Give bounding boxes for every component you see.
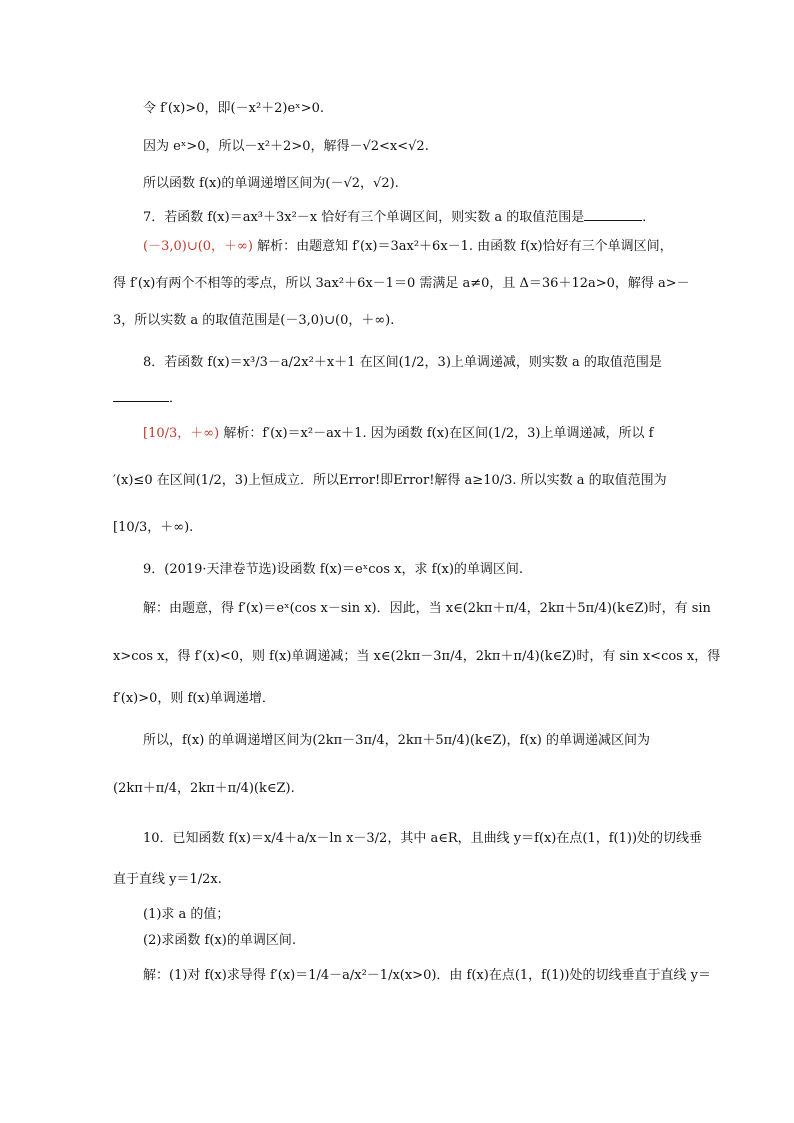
answer-7-result: (－3,0)∪(0，＋∞) bbox=[143, 239, 253, 254]
text-line: 得 f′(x)有两个不相等的零点，所以 3ax²＋6x－1＝0 需满足 a≠0，且 Δ＝36＋12a>0，解得 a>－ bbox=[113, 276, 690, 291]
question-8-end: ． bbox=[169, 391, 183, 406]
answer-8-result: [10/3，＋∞) bbox=[143, 426, 220, 441]
text-line: f′(x)>0，则 f(x)单调递增． bbox=[113, 691, 275, 706]
answer-8-line bbox=[143, 425, 653, 443]
question-8-blank-line bbox=[113, 389, 182, 408]
answer-8-analysis: 解析：f′(x)＝x²－ax＋1. 因为函数 f(x)在区间(1/2，3)上单调递减，所以 f bbox=[223, 426, 654, 441]
text-line: 因为 eˣ>0，所以－x²＋2>0，解得－√2<x<√2. bbox=[143, 139, 429, 154]
text-line: (2kπ＋π/4，2kπ＋π/4)(k∈Z). bbox=[113, 781, 295, 796]
text-line: 3，所以实数 a 的取值范围是(－3,0)∪(0，＋∞). bbox=[113, 313, 395, 328]
answer-7-line bbox=[143, 238, 673, 256]
answer-7-analysis: 解析：由题意知 f′(x)＝3ax²＋6x－1. 由函数 f(x)恰好有三个单调区间， bbox=[257, 239, 673, 254]
text-line: 所以函数 f(x)的单调递增区间为(－√2，√2). bbox=[143, 176, 399, 191]
text-line: 解：由题意，得 f′(x)＝eˣ(cos x－sin x)．因此，当 x∈(2kπ＋π/4，2kπ＋5π/4)(k∈Z)时，有 sin bbox=[143, 601, 711, 616]
text-line: ′(x)≤0 在区间(1/2，3)上恒成立．所以Error!即Error!解得 a≥10/3. 所以实数 a 的取值范围为 bbox=[113, 473, 667, 488]
question-7-text: 7．若函数 f(x)＝ax³＋3x²－x 恰好有三个单调区间，则实数 a 的取值范围是 bbox=[143, 210, 585, 225]
question-7 bbox=[143, 208, 655, 227]
text-line: [10/3，＋∞). bbox=[113, 520, 194, 535]
text-line: 直于直线 y＝1/2x. bbox=[113, 872, 222, 887]
text-line: 令 f′(x)>0，即(－x²＋2)eˣ>0. bbox=[143, 101, 324, 116]
text-line: (1)求 a 的值； bbox=[143, 907, 230, 922]
answer-blank bbox=[113, 389, 169, 402]
text-line: (2)求函数 f(x)的单调区间. bbox=[143, 933, 296, 948]
text-line: 解：(1)对 f(x)求导得 f′(x)＝1/4－a/x²－1/x(x>0)．由 f(x)在点(1，f(1))处的切线垂直于直线 y＝ bbox=[143, 968, 711, 983]
question-9: 9．(2019·天津卷节选)设函数 f(x)＝eˣcos x，求 f(x)的单调区间. bbox=[143, 562, 524, 577]
question-8-text: 8．若函数 f(x)＝x³/3－a/2x²＋x＋1 在区间(1/2，3)上单调递减，则实数 a 的取值范围是 bbox=[143, 355, 662, 370]
text-line: 所以，f(x) 的单调递增区间为(2kπ－3π/4，2kπ＋5π/4)(k∈Z)，f(x) 的单调递减区间为 bbox=[143, 733, 650, 748]
question-7-end: ． bbox=[642, 210, 656, 225]
answer-blank bbox=[584, 208, 642, 221]
question-8 bbox=[143, 354, 662, 372]
text-line: x>cos x，得 f′(x)<0，则 f(x)单调递减；当 x∈(2kπ－3π/4，2kπ＋π/4)(k∈Z)时，有 sin x<cos x，得 bbox=[113, 649, 721, 664]
question-10: 10．已知函数 f(x)＝x/4＋a/x－ln x－3/2，其中 a∈R，且曲线 y＝f(x)在点(1，f(1))处的切线垂 bbox=[143, 831, 703, 846]
